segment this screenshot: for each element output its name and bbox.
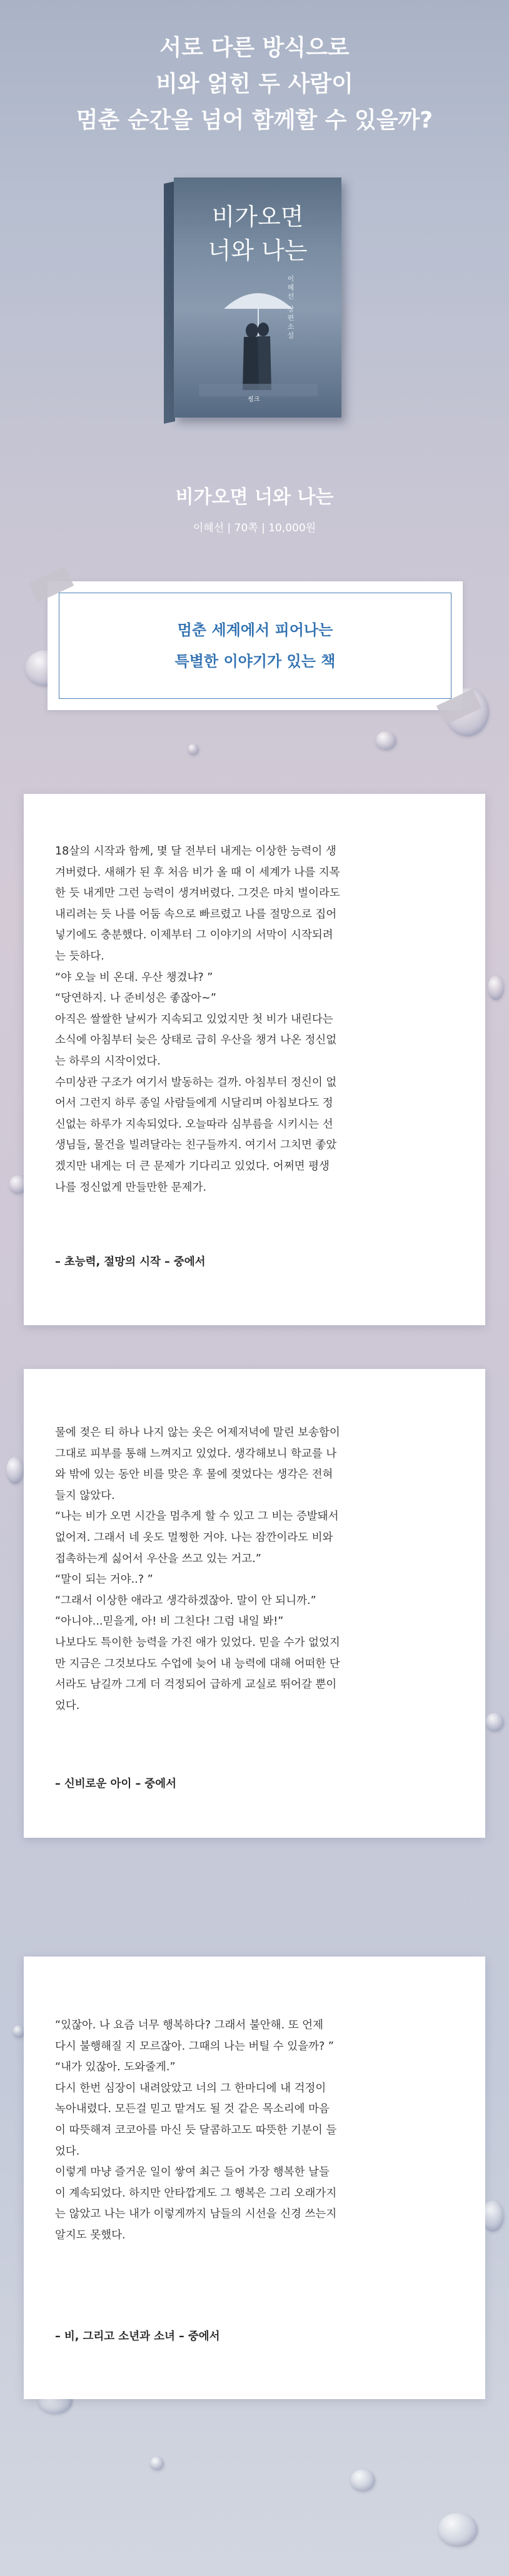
water-drop-icon [6, 1456, 24, 1484]
excerpt-line: 내리려는 듯 나를 어둠 속으로 빠르렸고 나를 절망으로 집어 [55, 908, 337, 921]
excerpt-line: 수미상관 구조가 여기서 발동하는 걸까. 아침부터 정신이 없 [55, 1076, 337, 1089]
excerpt-line: 는 듯하다. [55, 950, 104, 963]
excerpt-line: 나를 정신없게 만들만한 문제가. [55, 1181, 207, 1194]
water-drop-icon [188, 744, 199, 755]
excerpt-line: 넣기에도 충분했다. 이제부터 그 이야기의 서막이 시작되려 [55, 929, 333, 942]
excerpt-card [24, 1369, 485, 1838]
excerpt-line: 이 계속되었다. 하지만 안타깝게도 그 행복은 그리 오래가지 [55, 2187, 337, 2200]
excerpt-line: 알지도 못했다. [55, 2228, 126, 2242]
excerpt-line: 아직은 쌀쌀한 날씨가 지속되고 있었지만 첫 비가 내린다는 [55, 1013, 333, 1026]
excerpt-line: “있잖아. 나 요즘 너무 행복하다? 그래서 불안해. 또 언제 [55, 2019, 323, 2032]
water-drop-icon [485, 1713, 504, 1732]
excerpt-line: 들지 않았다. [55, 1489, 115, 1502]
excerpt-line: “말이 되는 거야..? ” [55, 1573, 153, 1586]
cover-title [174, 200, 341, 268]
headline-line: 비와 얽힌 두 사람이 [156, 71, 353, 97]
excerpt-line: “당연하지. 나 준비성은 좋잖아~” [55, 992, 216, 1005]
excerpt-card [24, 794, 485, 1325]
excerpt-text [55, 1423, 453, 1716]
promo-frame [59, 593, 451, 699]
excerpt-line: 신없는 하루가 지속되었다. 오늘따라 심부름을 시키시는 선 [55, 1118, 333, 1131]
excerpt-line: 한 듯 내게만 그런 능력이 생겨버렸다. 그것은 마치 벌이라도 [55, 887, 340, 900]
excerpt-citation: – 비, 그리고 소년과 소녀 – 중에서 [55, 2330, 220, 2343]
book-meta: 이혜선 | 70쪽 | 10,000원 [193, 522, 316, 534]
promo-line: 특별한 이야기가 있는 책 [174, 653, 336, 670]
excerpt-line: 겨버렸다. 새해가 된 후 처음 비가 올 때 이 세계가 나를 지목 [55, 866, 340, 879]
water-drop-icon [150, 2457, 164, 2470]
excerpt-line: 와 밖에 있는 동안 비를 맞은 후 물에 젖었다는 생각은 전혀 [55, 1468, 333, 1481]
excerpt-line: 이 따뜻해져 코코아를 마신 듯 달콤하고도 따뜻한 기분이 들 [55, 2123, 337, 2137]
excerpt-line: 다시 불행해질 지 모르잖아. 그때의 나는 버틸 수 있을까? ” [55, 2040, 334, 2053]
promo-box [48, 581, 463, 710]
excerpt-line: 겠지만 내게는 더 큰 문제가 기다리고 있었다. 어쩌면 평생 [55, 1160, 330, 1173]
excerpt-line: 소식에 아침부터 늦은 상태로 급히 우산을 챙겨 나온 정신없 [55, 1034, 337, 1047]
excerpt-line: 없어져. 그래서 네 옷도 멀쩡한 거야. 나는 잠깐이라도 비와 [55, 1531, 333, 1544]
excerpt-line: 접촉하는게 싫어서 우산을 쓰고 있는 거고.” [55, 1552, 261, 1565]
publisher-logo: 씽크 [248, 396, 260, 403]
promo-line: 멈춘 세계에서 피어나는 [177, 621, 333, 639]
excerpt-line: 다시 한번 심장이 내려앉았고 너의 그 한마디에 내 걱정이 [55, 2082, 326, 2095]
excerpt-card [24, 1957, 485, 2399]
excerpt-line: 는 않았고 나는 내가 이렇게까지 남들의 시선을 신경 쓰는지 [55, 2208, 337, 2221]
excerpt-line: 생님들, 물건을 빌려달라는 친구들까지. 여기서 그치면 좋았 [55, 1139, 337, 1152]
headline-line: 서로 다른 방식으로 [159, 35, 350, 61]
book-front-cover [174, 178, 341, 418]
excerpt-line: “내가 있잖아. 도와줄게.” [55, 2061, 176, 2074]
excerpt-line: “그래서 이상한 애라고 생각하겠잖아. 말이 안 되니까.” [55, 1594, 316, 1607]
book-title: 비가오면 너와 나는 [175, 486, 334, 508]
excerpt-line: “나는 비가 오면 시간을 멈추게 할 수 있고 그 비는 증발돼서 [55, 1510, 339, 1523]
cover-title-line: 너와 나는 [208, 237, 308, 264]
excerpt-line: 었다. [55, 1699, 80, 1712]
excerpt-line: 그대로 피부를 통해 느껴지고 있었다. 생각해보니 학교를 나 [55, 1447, 337, 1460]
umbrella-couple-illustration [199, 271, 318, 396]
water-drop-icon [375, 731, 396, 750]
water-drop-icon [438, 2513, 478, 2547]
cover-author: 이혜선 장편소설 [286, 275, 295, 341]
excerpt-citation: – 신비로운 아이 – 중에서 [55, 1778, 177, 1790]
excerpt-line: 녹아내렸다. 모든걸 믿고 맡겨도 될 것 같은 목소리에 마음 [55, 2103, 330, 2116]
water-drop-icon [13, 2025, 25, 2038]
excerpt-line: 서라도 남길까 그게 더 걱정되어 급하게 교실로 뛰어갈 뿐이 [55, 1678, 337, 1691]
headline [0, 30, 509, 139]
excerpt-text [55, 2015, 453, 2247]
cover-title-line: 비가오면 [211, 203, 304, 231]
water-drop-icon [488, 975, 504, 1000]
excerpt-line: “아니야...믿을게, 아! 비 그친다! 그럼 내일 봐!” [55, 1615, 284, 1628]
excerpt-line: 나보다도 특이한 능력을 가진 애가 있었다. 믿을 수가 없었지 [55, 1636, 340, 1649]
headline-line: 멈춘 순간을 넘어 함께할 수 있을까? [76, 108, 433, 133]
water-drop-icon [350, 2469, 375, 2492]
excerpt-line: “야 오늘 비 온대. 우산 챙겼냐? ” [55, 971, 213, 984]
excerpt-line: 었다. [55, 2145, 80, 2158]
excerpt-line: 만 지금은 그것보다도 수업에 늦어 내 능력에 대해 어떠한 단 [55, 1657, 340, 1670]
excerpt-line: 는 하루의 시작이었다. [55, 1055, 161, 1068]
excerpt-citation: – 초능력, 절망의 시작 – 중에서 [55, 1256, 206, 1268]
excerpt-text [55, 841, 453, 1198]
excerpt-line: 물에 젖은 티 하나 나지 않는 옷은 어제저녁에 말린 보송함이 [55, 1426, 340, 1439]
excerpt-line: 이렇게 마냥 즐거운 일이 쌓여 최근 들어 가장 행복한 날들 [55, 2166, 330, 2179]
excerpt-line: 어서 그런지 하루 종일 사람들에게 시달리며 아침보다도 정 [55, 1097, 333, 1110]
book-cover [164, 178, 345, 428]
excerpt-line: 18살의 시작과 함께, 몇 달 전부터 내게는 이상한 능력이 생 [55, 845, 336, 858]
